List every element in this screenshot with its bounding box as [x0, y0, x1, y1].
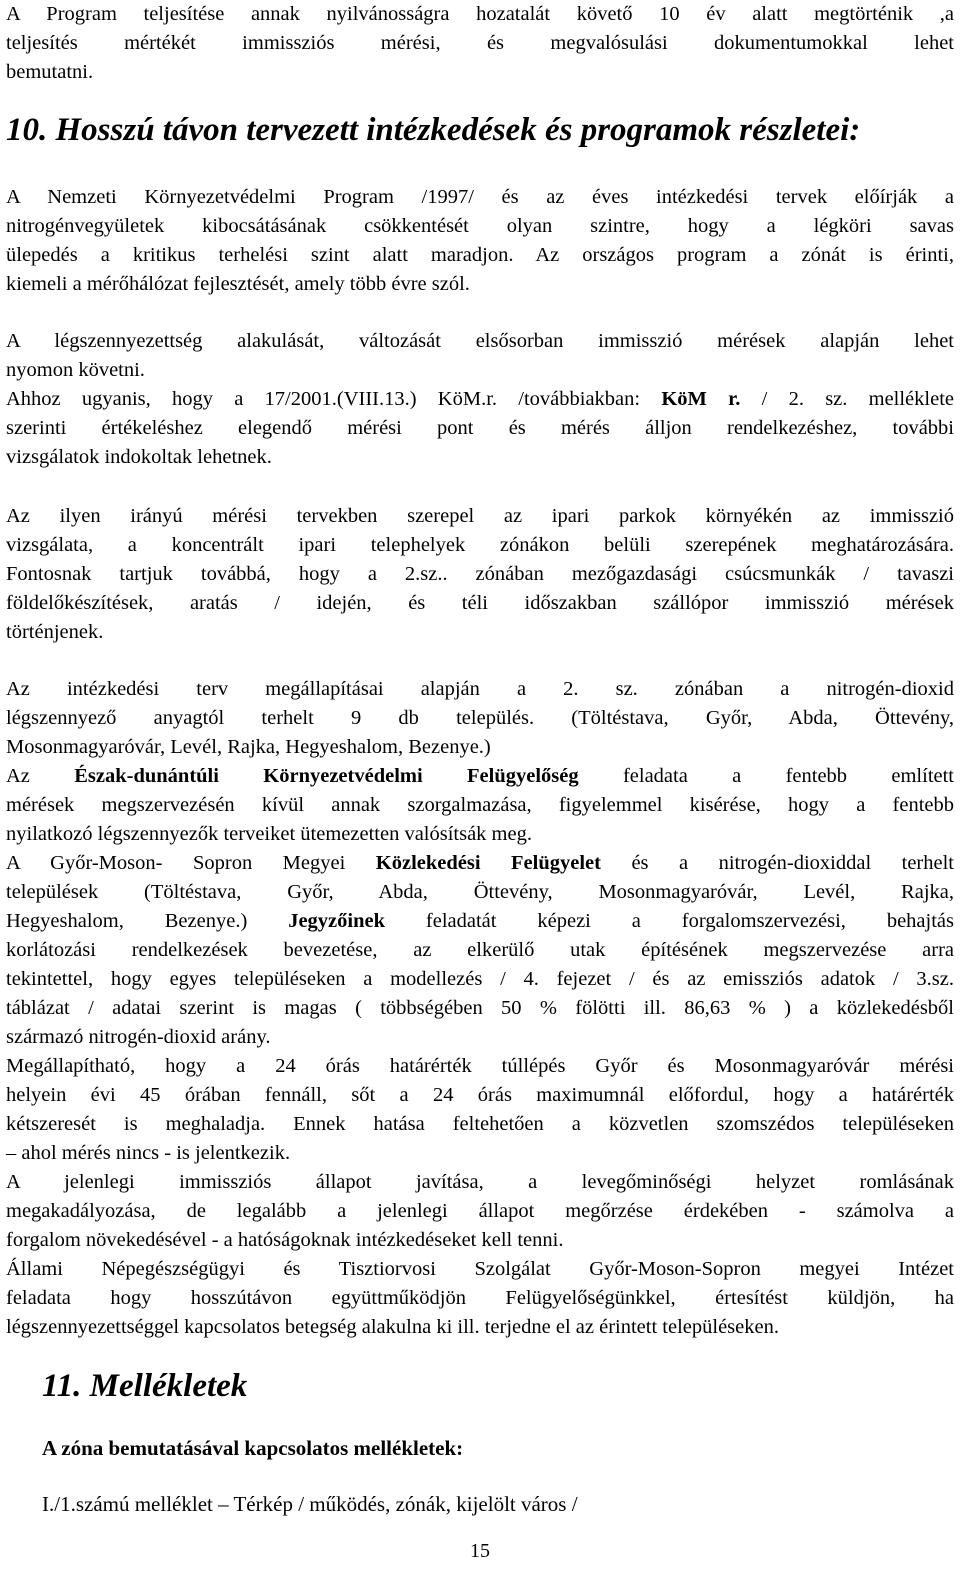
text-line: kiemeli a mérőhálózat fejlesztését, amely több évre szól. [6, 273, 470, 295]
text-line: A légszennyezettség alakulását, változását elsősorban immisszió mérések alapján lehet [6, 330, 954, 352]
text-line: A jelenlegi immissziós állapot javítása, a levegőminőségi helyzet romlásának [6, 1171, 954, 1193]
text-line: forgalom növekedésével - a hatóságoknak intézkedéseket kell tenni. [6, 1229, 564, 1251]
text-line: Fontosnak tartjuk továbbá, hogy a 2.sz.. zónában mezőgazdasági csúcsmunkák / tavaszi [6, 563, 954, 585]
text-line: légszennyező anyagtól terhelt 9 db település. (Töltéstava, Győr, Abda, Öttevény, [6, 707, 954, 729]
text-line: Az ilyen irányú mérési tervekben szerepel az ipari parkok környékén az immisszió [6, 505, 954, 527]
text-line: származó nitrogén-dioxid arány. [6, 1026, 271, 1048]
text-line: nyomon követni. [6, 359, 145, 381]
text-line: kétszeresét is meghaladja. Ennek hatása feltehetően a közvetlen szomszédos településeken [6, 1113, 954, 1135]
text-run: A Győr-Moson- Sopron Megyei [6, 852, 376, 874]
text-line: szerinti értékeléshez elegendő mérési pont és mérés álljon rendelkezéshez, további [6, 417, 954, 439]
text-line: mérések megszervezésén kívül annak szorgalmazása, figyelemmel kisérése, hogy a fentebb [6, 794, 954, 816]
text-run: / 2. sz. melléklete [740, 388, 954, 410]
text-line: tekintettel, hogy egyes településeken a modellezés / 4. fejezet / és az emissziós adatok / 3.sz. [6, 968, 954, 990]
text-line: korlátozási rendelkezések bevezetése, az elkerülő utak építésének megszervezése arra [6, 939, 954, 961]
text-line: Mosonmagyaróvár, Levél, Rajka, Hegyeshalom, Bezenye.) [6, 736, 491, 758]
text-line: bemutatni. [6, 61, 94, 83]
text-line: földelőkészítések, aratás / idején, és téli időszakban szállópor immisszió mérések [6, 592, 954, 614]
bold-text: Közlekedési Felügyelet [375, 852, 601, 874]
text-line [6, 849, 954, 878]
text-line: A Nemzeti Környezetvédelmi Program /1997/ és az éves intézkedési tervek előírják a [6, 186, 954, 208]
text-line: Az intézkedési terv megállapításai alapján a 2. sz. zónában a nitrogén-dioxid [6, 678, 954, 700]
text-line: vizsgálata, a koncentrált ipari telephelyek zónákon belüli szerepének meghatározására. [6, 534, 954, 556]
text-line: Állami Népegészségügyi és Tisztiorvosi Szolgálat Győr-Moson-Sopron megyei Intézet [6, 1258, 954, 1280]
subheading: A zóna bemutatásával kapcsolatos mellékletek: [42, 1436, 464, 1460]
text-line: vizsgálatok indokoltak lehetnek. [6, 446, 272, 468]
text-run: és a nitrogén-dioxiddal terhelt [600, 852, 955, 874]
text-line: A Program teljesítése annak nyilvánosságra hozatalát követő 10 év alatt megtörténik ,a [6, 3, 954, 25]
text-line [6, 762, 954, 791]
text-run: Ahhoz ugyanis, hogy a 17/2001.(VIII.13.) KöM.r. /továbbiakban: [6, 388, 662, 410]
page-number: 15 [470, 1540, 490, 1562]
text-line: nitrogénvegyületek kibocsátásának csökkentését olyan szintre, hogy a légköri savas [6, 215, 954, 237]
text-run: Az [6, 765, 75, 787]
section-heading: 11. Mellékletek [42, 1368, 248, 1404]
text-line: megakadályozása, de legalább a jelenlegi állapot megőrzése érdekében - számolva a [6, 1200, 954, 1222]
text-run: feladata a fentebb említett [578, 765, 955, 787]
text-line: teljesítés mértékét immissziós mérési, és megvalósulási dokumentumokkal lehet [6, 32, 954, 54]
text-run: Hegyeshalom, Bezenye.) [6, 910, 289, 932]
appendix-item: I./1.számú melléklet – Térkép / működés, zónák, kijelölt város / [42, 1492, 578, 1516]
text-line [6, 385, 954, 414]
bold-text: Észak-dunántúli Környezetvédelmi Felügyelőség [74, 765, 579, 787]
text-line: nyilatkozó légszennyezők terveiket ütemezetten valósítsák meg. [6, 823, 532, 845]
text-line: feladata hogy hosszútávon együttműködjön Felügyelőségünkkel, értesítést küldjön, ha [6, 1287, 954, 1309]
text-line: táblázat / adatai szerint is magas ( többségében 50 % fölötti ill. 86,63 % ) a közlekedésből [6, 997, 954, 1019]
text-line [6, 907, 954, 936]
section-heading: 10. Hosszú távon tervezett intézkedések és programok részletei: [6, 112, 861, 148]
bold-text: KöM r. [661, 388, 741, 410]
text-run: feladatát képezi a forgalomszervezési, behajtás [385, 910, 955, 932]
text-line: Megállapítható, hogy a 24 órás határérték túllépés Győr és Mosonmagyaróvár mérési [6, 1055, 954, 1077]
text-line: ülepedés a kritikus terhelési szint alatt maradjon. Az országos program a zónát is érinti, [6, 244, 954, 266]
bold-text: Jegyzőinek [288, 910, 385, 932]
text-line: történjenek. [6, 621, 104, 643]
text-line: légszennyezettséggel kapcsolatos betegség alakulna ki ill. terjedne el az érintett településeken. [6, 1316, 779, 1338]
text-line: – ahol mérés nincs - is jelentkezik. [6, 1142, 291, 1164]
text-line: helyein évi 45 órában fennáll, sőt a 24 órás maximumnál előfordul, hogy a határérték [6, 1084, 954, 1106]
text-line: települések (Töltéstava, Győr, Abda, Öttevény, Mosonmagyaróvár, Levél, Rajka, [6, 881, 954, 903]
